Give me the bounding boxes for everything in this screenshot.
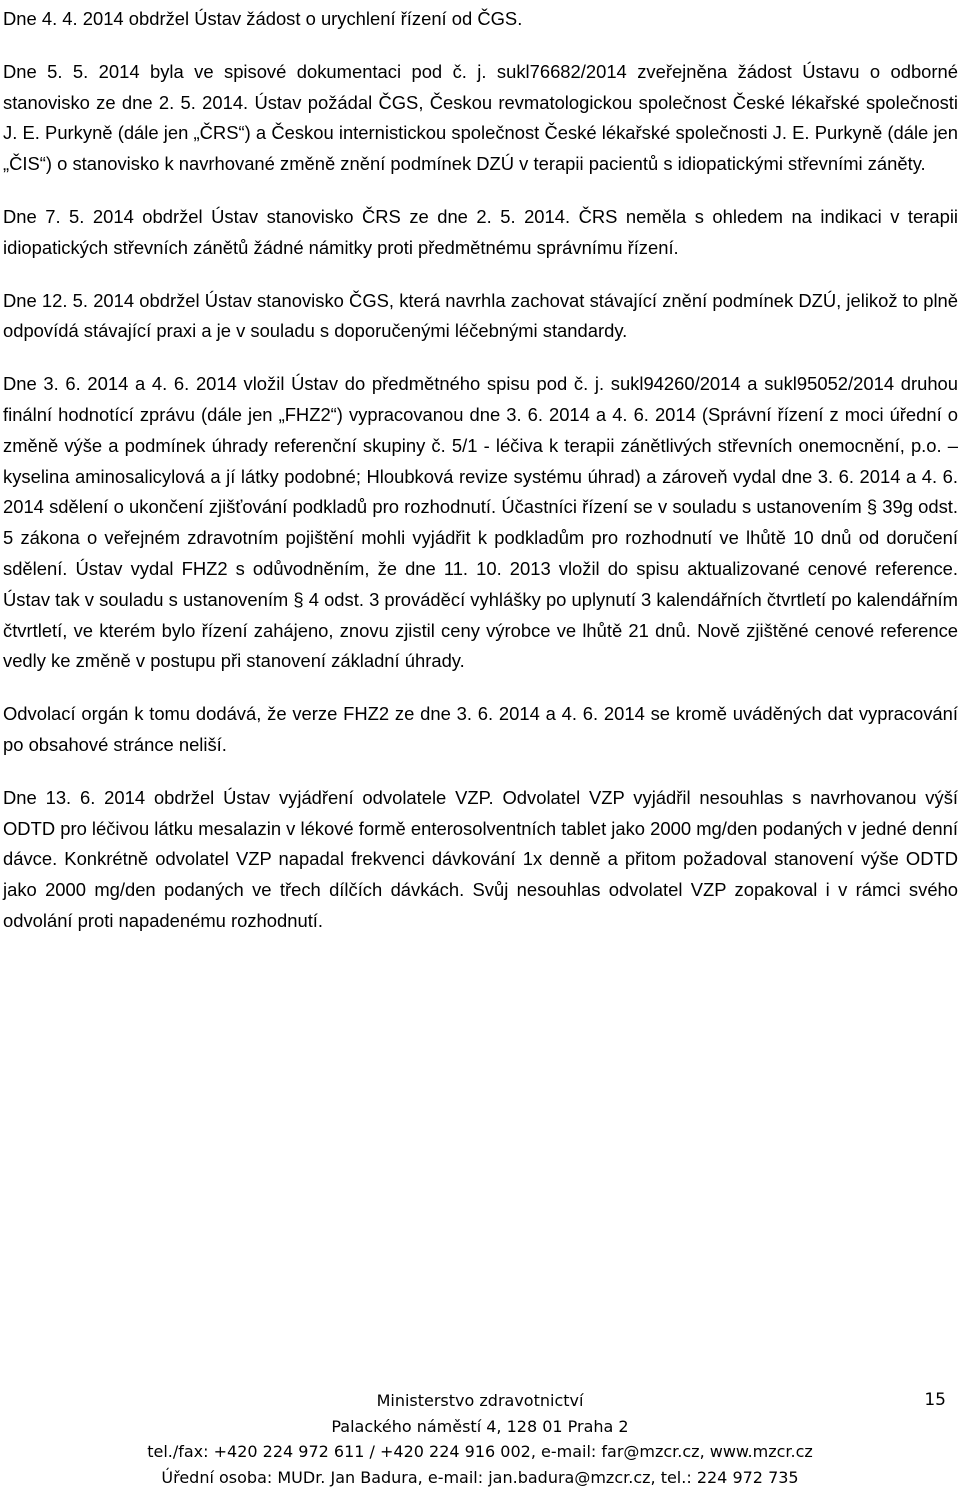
footer-ministry-name: Ministerstvo zdravotnictví <box>376 1391 584 1410</box>
document-body <box>3 4 958 959</box>
paragraph-expert-opinion-request: Dne 5. 5. 2014 byla ve spisové dokumentaci pod č. j. sukl76682/2014 zveřejněna žádost Ústavu o odborné stanovisko ze dne 2. 5. 2014. Ústav požádal ČGS, Českou revmatologickou společnost České lékařské společnosti J. E. Purkyně (dále jen „ČRS“) a Českou internistickou společnost České lékařské společnosti J. E. Purkyně (dále jen „ČIS“) o stanovisko k navrhované změně znění podmínek DZÚ v terapii pacientů s idiopatickými střevními záněty. <box>3 60 958 175</box>
footer-address: Palackého náměstí 4, 128 01 Praha 2 <box>331 1416 629 1436</box>
paragraph-request-acceleration: Dne 4. 4. 2014 obdržel Ústav žádost o urychlení řízení od ČGS. <box>3 8 523 29</box>
page-footer <box>0 1388 960 1492</box>
paragraph-crs-opinion: Dne 7. 5. 2014 obdržel Ústav stanovisko ČRS ze dne 2. 5. 2014. ČRS neměla s ohledem na indikaci v terapii idiopatických střevních zánětů žádné námitky proti předmětnému správnímu řízení. <box>3 205 958 258</box>
paragraph-final-evaluation-report: Dne 3. 6. 2014 a 4. 6. 2014 vložil Ústav do předmětného spisu pod č. j. sukl94260/2014 a sukl95052/2014 druhou finální hodnotící zprávu (dále jen „FHZ2“) vypracovanou dne 3. 6. 2014 a 4. 6. 2014 (Správní řízení z moci úřední o změně výše a podmínek úhrady referenční skupiny č. 5/1 - léčiva k terapii zánětlivých střevních onemocnění, p.o. – kyselina aminosalicylová a jí látky podobné; Hloubková revize systému úhrad) a zároveň vydal dne 3. 6. 2014 a 4. 6. 2014 sdělení o ukončení zjišťování podkladů pro rozhodnutí. Účastníci řízení se v souladu s ustanovením § 39g odst. 5 zákona o veřejném zdravotním pojištění mohli vyjádřit k podkladům pro rozhodnutí ve lhůtě 10 dnů od doručení sdělení. Ústav vydal FHZ2 s odůvodněním, že dne 11. 10. 2013 vložil do spisu aktualizované cenové reference. Ústav tak v souladu s ustanovením § 4 odst. 3 prováděcí vyhlášky po uplynutí 3 kalendářních čtvrtletí po kalendářním čtvrtletí, ve kterém bylo řízení zahájeno, znovu zjistil ceny výrobce ve lhůtě 21 dnů. Nově zjištěné cenové reference vedly ke změně v postupu při stanovení základní úhrady. <box>3 373 958 672</box>
page-number: 15 <box>924 1390 946 1410</box>
paragraph-vzp-statement: Dne 13. 6. 2014 obdržel Ústav vyjádření odvolatele VZP. Odvolatel VZP vyjádřil nesouhlas s navrhovanou výší ODTD pro léčivou látku mesalazin v lékové formě enterosolventních tablet jako 2000 mg/den podaných v jedné denní dávce. Konkrétně odvolatel VZP napadal frekvenci dávkování 1x denně a přitom požadoval stanovení výše ODTD jako 2000 mg/den podaných ve třech dílčích dávkách. Svůj nesouhlas odvolatel VZP zopakoval i v rámci svého odvolání proti napadenému rozhodnutí. <box>3 786 958 931</box>
footer-contact: tel./fax: +420 224 972 611 / +420 224 916 002, e-mail: far@mzcr.cz, www.mzcr.cz <box>147 1442 813 1461</box>
footer-official: Úřední osoba: MUDr. Jan Badura, e-mail: jan.badura@mzcr.cz, tel.: 224 972 735 <box>161 1467 799 1487</box>
paragraph-appeal-body-note: Odvolací orgán k tomu dodává, že verze FHZ2 ze dne 3. 6. 2014 a 4. 6. 2014 se kromě uváděných dat vypracování po obsahové stránce neliší. <box>3 703 958 755</box>
paragraph-cgs-opinion: Dne 12. 5. 2014 obdržel Ústav stanovisko ČGS, která navrhla zachovat stávající znění podmínek DZÚ, jelikož to plně odpovídá stávající praxi a je v souladu s doporučenými léčebnými standardy. <box>3 289 958 342</box>
footer-address-block <box>0 1388 960 1490</box>
